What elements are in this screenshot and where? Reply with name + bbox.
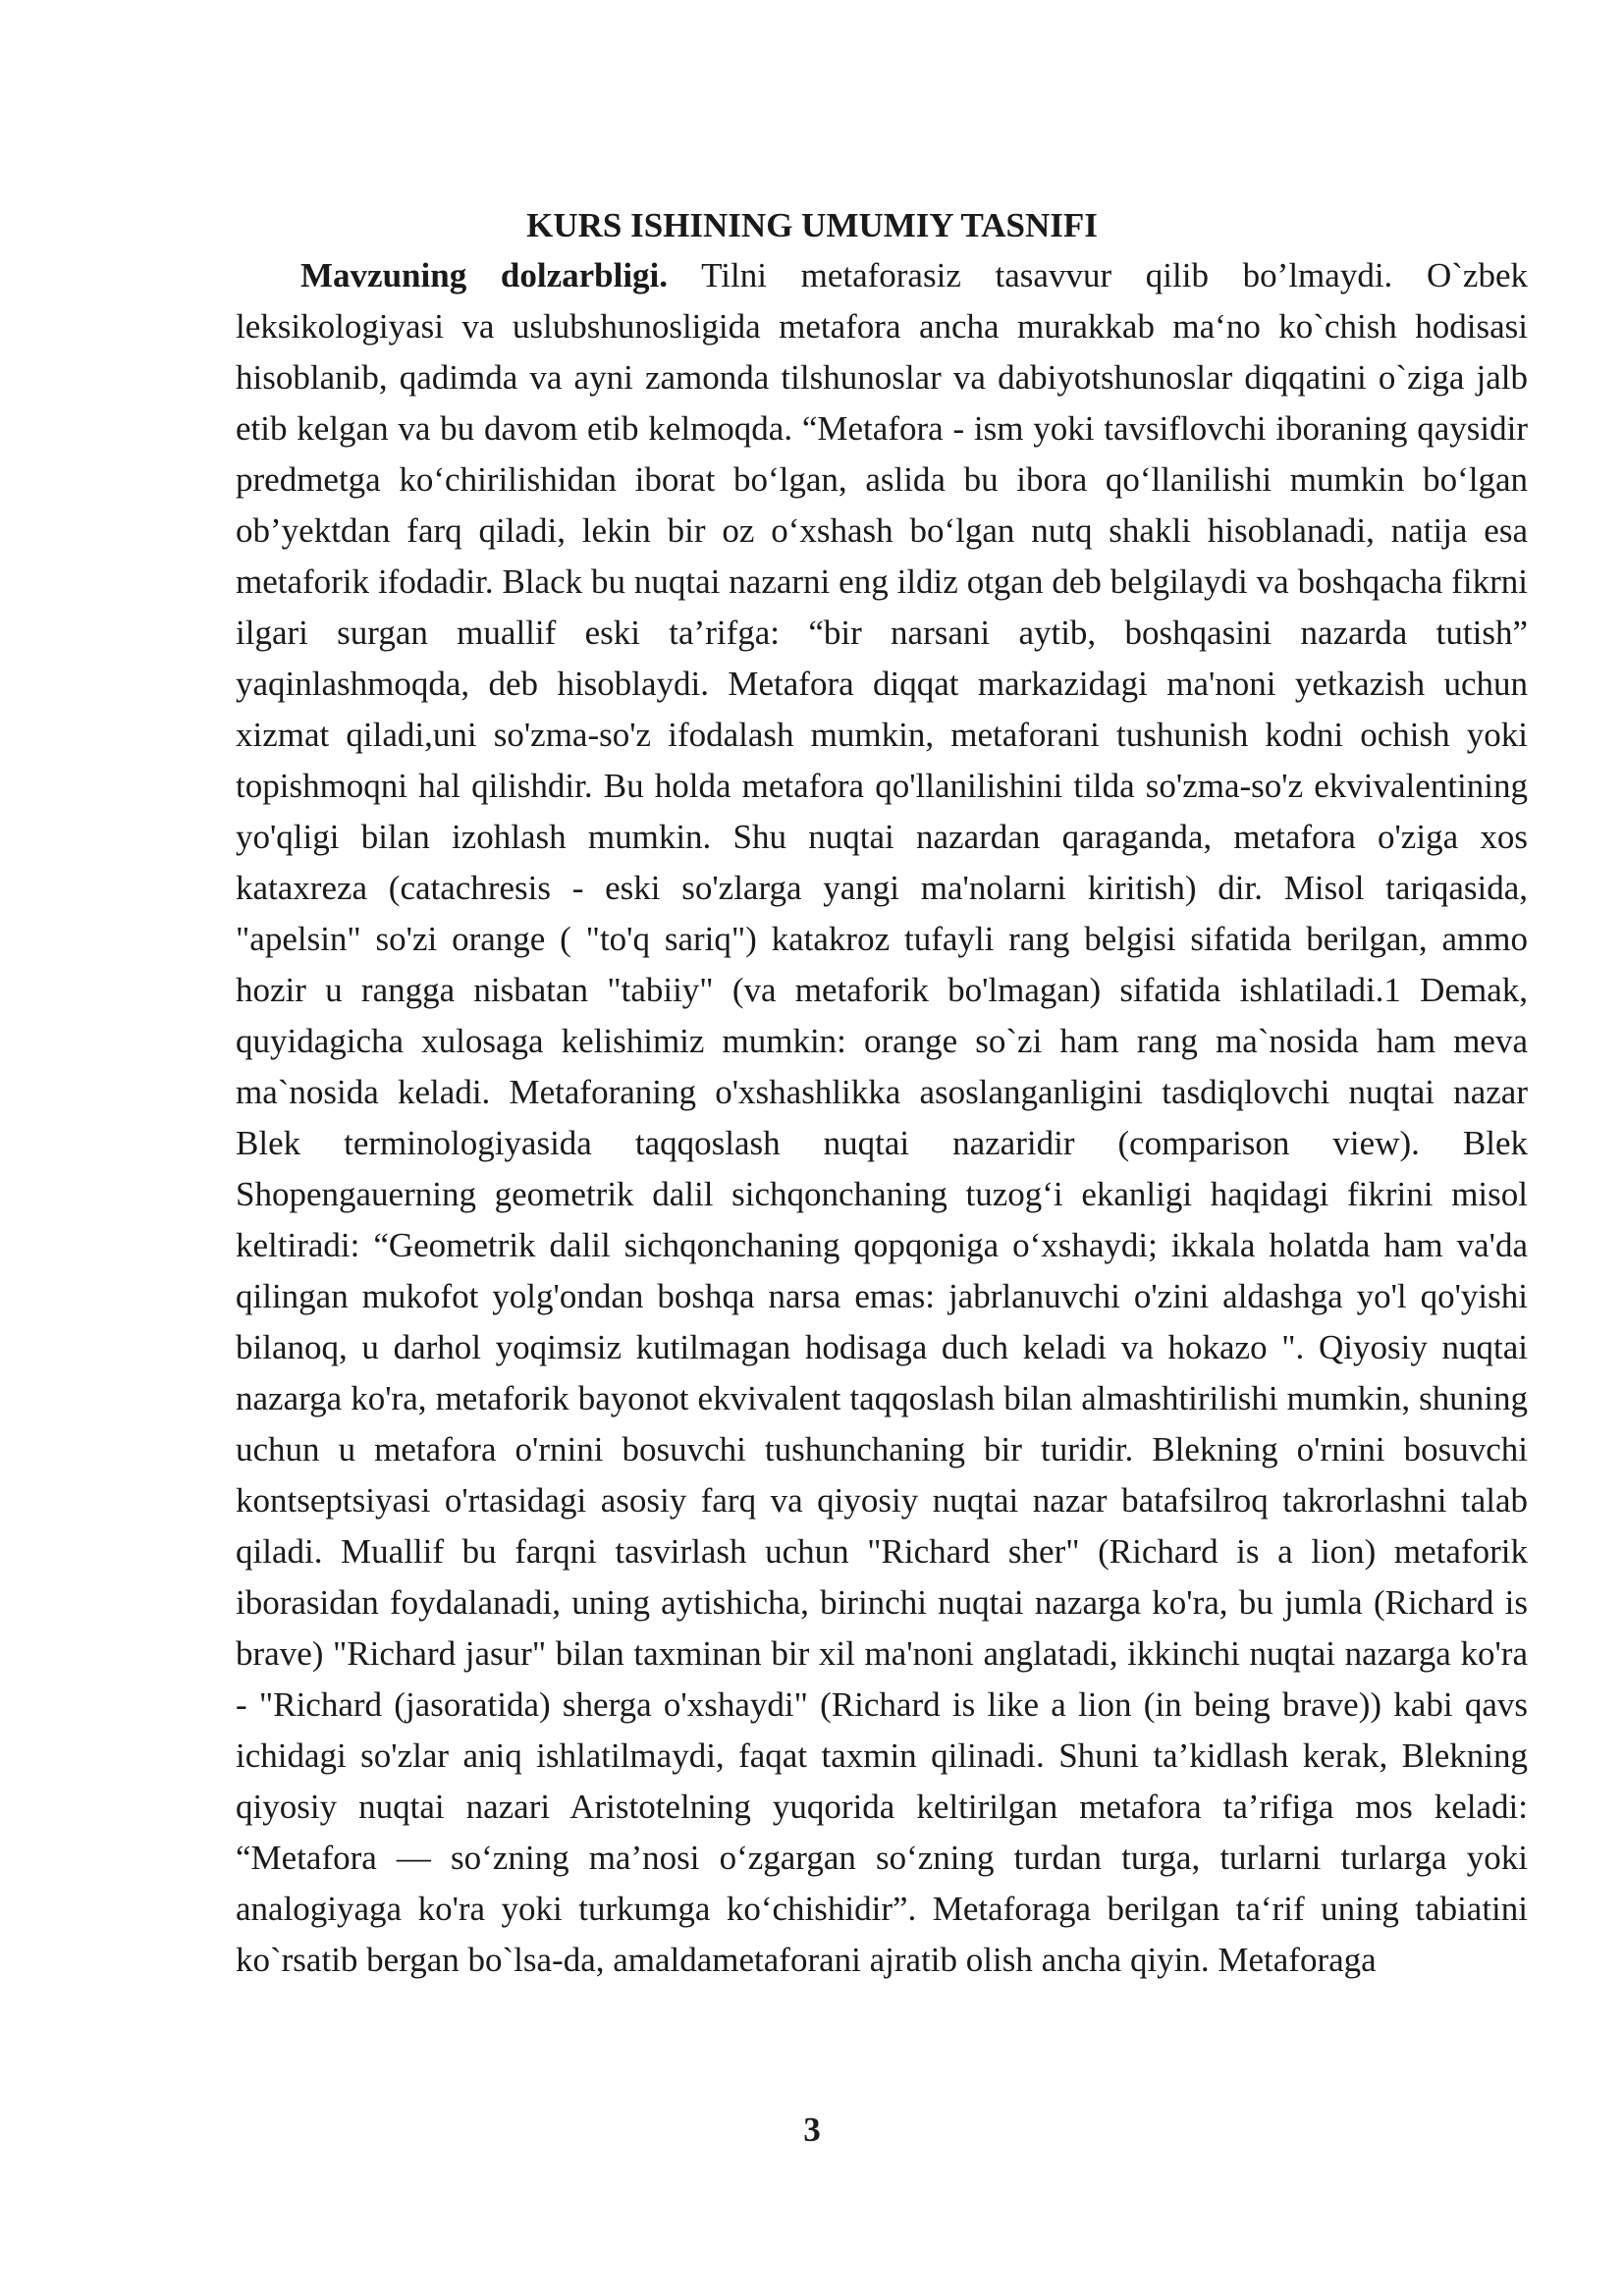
paragraph-text: Tilni metaforasiz tasavvur qilib bo’lmaydi. O`zbek leksikologiyasi va uslubshunosligida metafora ancha murakkab ma‘no ko`chish hodisasi hisoblanib, qadimda va ayni zamonda tilshunoslar va dabiyotshunoslar diqqatini o`ziga jalb etib kelgan va bu davom etib kelmoqda. “Metafora - ism yoki tavsiflovchi iboraning qaysidir predmetga ko‘chirilishidan iborat bo‘lgan, aslida bu ibora qo‘llanilishi mumkin bo‘lgan ob’yektdan farq qiladi, lekin bir oz o‘xshash bo‘lgan nutq shakli hisoblanadi, natija esa metaforik ifodadir. Black bu nuqtai nazarni eng ildiz otgan deb belgilaydi va boshqacha fikrni ilgari surgan muallif eski ta’rifga: “bir narsani aytib, boshqasini nazarda tutish” yaqinlashmoqda, deb hisoblaydi. Metafora diqqat markazidagi ma'noni yetkazish uchun xizmat qiladi,uni so'zma-so'z ifodalash mumkin, metaforani tushunish kodni ochish yoki topishmoqni hal qilishdir. Bu holda metafora qo'llanilishini tilda so'zma-so'z ekvivalentining yo'qligi bilan izohlash mumkin. Shu nuqtai nazardan qaraganda, metafora o'ziga xos kataxreza (catachresis - eski so'zlarga yangi ma'nolarni kiritish) dir. Misol tariqasida, "apelsin" so'zi orange ( "to'q sariq") katakroz tufayli rang belgisi sifatida berilgan, ammo hozir u rangga nisbatan "tabiiy" (va metaforik bo'lmagan) sifatida ishlatiladi.1 Demak, quyidagicha xulosaga kelishimiz mumkin: orange so`zi ham rang ma`nosida ham meva ma`nosida keladi. Metaforaning o'xshashlikka asoslanganligini tasdiqlovchi nuqtai nazar Blek terminologiyasida taqqoslash nuqtai nazaridir (comparison view). Blek Shopengauerning geometrik dalil sichqonchaning tuzog‘i ekanligi haqidagi fikrini misol keltiradi: “Geometrik dalil sichqonchaning qopqoniga o‘xshaydi; ikkala holatda ham va'da qilingan mukofot yolg'ondan boshqa narsa emas: jabrlanuvchi o'zini aldashga yo'l qo'yishi bilanoq, u darhol yoqimsiz kutilmagan hodisaga duch keladi va hokazo ". Qiyosiy nuqtai nazarga ko'ra, metaforik bayonot ekvivalent taqqoslash bilan almashtirilishi mumkin, shuning uchun u metafora o'rnini bosuvchi tushunchaning bir turidir. Blekning o'rnini bosuvchi kontseptsiyasi o'rtasidagi asosiy farq va qiyosiy nuqtai nazar batafsilroq takrorlashni talab qiladi. Muallif bu farqni tasvirlash uchun "Richard sher" (Richard is a lion) metaforik iborasidan foydalanadi, uning aytishicha, birinchi nuqtai nazarga ko'ra, bu jumla (Richard is brave) "Richard jasur" bilan taxminan bir xil ma'noni anglatadi, ikkinchi nuqtai nazarga ko'ra - "Richard (jasoratida) sherga o'xshaydi" (Richard is like a lion (in being brave)) kabi qavs ichidagi so'zlar aniq ishlatilmaydi, faqat taxmin qilinadi. Shuni ta’kidlash kerak, Blekning qiyosiy nuqtai nazari Aristotelning yuqorida keltirilgan metafora ta’rifiga mos keladi: “Metafora — so‘zning ma’nosi o‘zgargan so‘zning turdan turga, turlarni turlarga yoki analogiyaga ko'ra yoki turkumga ko‘chishidir”. Metaforaga berilgan ta‘rif uning tabiatini ko`rsatib bergan bo`lsa-da, amaldametaforani ajratib olish ancha qiyin. Metaforaga	[236, 256, 1528, 1979]
page-number: 3	[803, 2110, 821, 2149]
section-lead: Mavzuning dolzarbligi.	[300, 256, 669, 294]
body-paragraph	[236, 250, 1528, 1986]
page-title: KURS ISHINING UMUMIY TASNIFI	[526, 206, 1098, 244]
